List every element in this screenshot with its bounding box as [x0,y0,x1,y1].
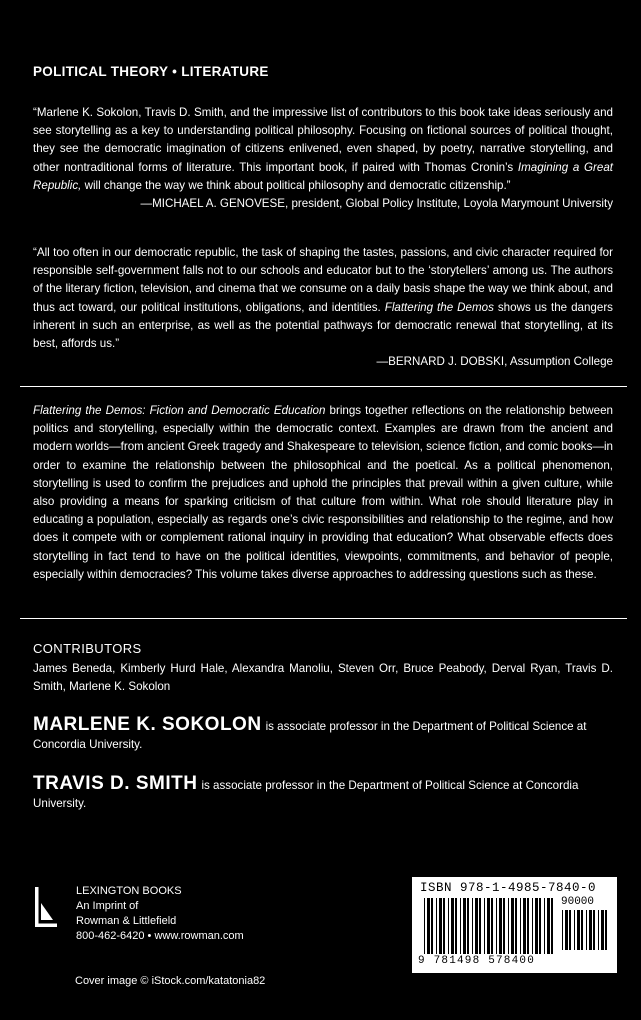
cover-image-credit: Cover image © iStock.com/katatonia82 [75,975,266,987]
barcode-digits: 9 781498 578400 [418,955,536,967]
author-bio [33,716,613,754]
quote-text: will change the way we think about political philosophy and democratic citizenship.” [81,178,511,192]
quote-book-title: Imagining a Great Republic, [33,160,613,192]
endorsement-quote-1 [33,104,613,213]
price-barcode-bars [562,910,610,950]
author-name: TRAVIS D. SMITH [33,773,198,794]
quote-text: “Marlene K. Sokolon, Travis D. Smith, and the impressive list of contributors to this book take ideas seriously and see storytelling as a key to understanding political philosophy. Focusing on fictional sources of political thought, they see the democratic imagination of citizens enlivened, even shaped, by poetry, narrative storytelling, and other nontraditional forms of literature. This important book, if paired with Thomas Cronin’s [33,106,613,174]
publisher-info [76,884,244,944]
quote-book-title: Flattering the Demos [384,300,494,314]
divider [20,618,627,619]
author-bio [33,775,613,813]
quote-text: “All too often in our democratic republic, the task of shaping the tastes, passions, and civic character required for responsible self-government falls not to our schools and educator but to the ‘storytellers’ among us. The authors of the literary fiction, television, and cinema that we consume on a daily basis shape the way we think about, and thus act toward, our political institutions, obligations, and identities. [33,246,613,314]
author-name: MARLENE K. SOKOLON [33,714,262,735]
author-bio-text: is associate professor in the Department of Political Science at Concordia University. [33,779,579,811]
publisher-parent: Rowman & Littlefield [76,915,177,927]
quote-attribution: —MICHAEL A. GENOVESE, president, Global Policy Institute, Loyola Marymount University [140,197,613,211]
publisher-contact: 800-462-6420 • www.rowman.com [76,930,244,942]
quote-attribution: —BERNARD J. DOBSKI, Assumption College [376,355,613,369]
isbn-barcode [412,877,617,973]
contributors-heading: CONTRIBUTORS [33,641,142,656]
description-book-title: Flattering the Demos: Fiction and Democratic Education [33,404,326,417]
publisher-name: LEXINGTON BOOKS [76,885,182,897]
contributors-list: James Beneda, Kimberly Hurd Hale, Alexandra Manoliu, Steven Orr, Bruce Peabody, Derval Ryan, Travis D. Smith, Marlene K. Sokolon [33,662,613,694]
endorsement-quote-2 [33,244,613,371]
book-description [33,402,613,584]
category-label: POLITICAL THEORY • LITERATURE [33,64,269,79]
quote-text: shows us the dangers inherent in such an enterprise, as well as the potential pathways for democratic renewal that storytelling, at its best, affords us.” [33,300,613,351]
isbn-text: ISBN 978-1-4985-7840-0 [420,881,597,895]
divider [20,386,627,387]
author-bio-text: is associate professor in the Department of Political Science at Concordia University. [33,720,587,752]
price-code: 90000 [561,896,595,908]
barcode-bars [424,898,556,954]
description-text: brings together reflections on the relationship between politics and storytelling, especially within the democratic context. Examples are drawn from the ancient and modern worlds—from ancient Greek tragedy and Shakespeare to television, science fiction, and comic books—in order to examine the relationship between the philosophical and the poetical. As a political phenomenon, storytelling is used to confirm the prejudices and uphold the principles that prevail within a given culture, while also providing a means for sparking criticism of that culture from within. What role should literature play in educating a population, especially as regards one’s civic responsibilities and relationship to the regime, and how does it compete with or complement rational inquiry in providing that education? What observable effects does storytelling in fact tend to have on the political identities, viewpoints, commitments, and behavior of people, especially within democracies? This volume takes diverse approaches to addressing questions such as these. [33,404,613,581]
lexington-logo-icon [33,887,59,927]
publisher-imprint: An Imprint of [76,900,139,912]
